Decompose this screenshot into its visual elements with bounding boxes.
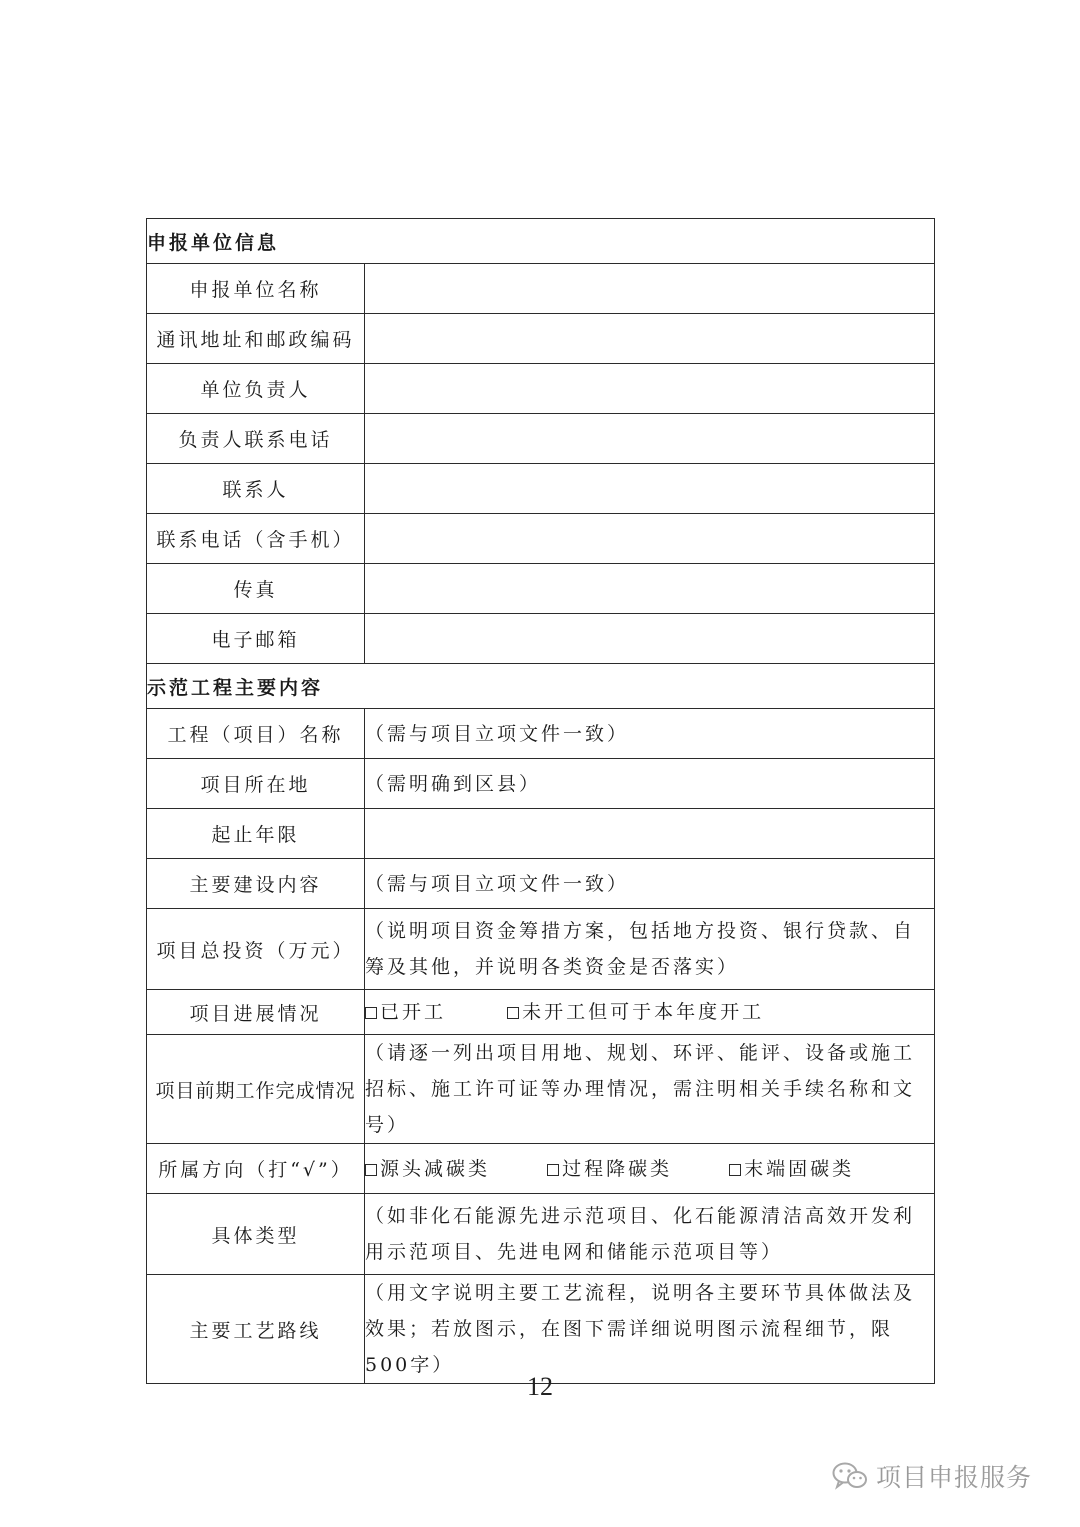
- label-direction: 所属方向（打“√”）: [147, 1144, 365, 1194]
- checkbox-icon[interactable]: [729, 1164, 741, 1176]
- field-address-postcode[interactable]: [365, 314, 935, 364]
- label-head-phone: 负责人联系电话: [147, 414, 365, 464]
- checkbox-icon[interactable]: [365, 1007, 377, 1019]
- table-row: [147, 1035, 935, 1144]
- field-preliminary-work[interactable]: （请逐一列出项目用地、规划、环评、能评、设备或施工招标、施工许可证等办理情况，需注明相关手续名称和文号）: [365, 1035, 935, 1144]
- field-unit-head[interactable]: [365, 364, 935, 414]
- table-row: [147, 1194, 935, 1275]
- table-row: [147, 709, 935, 759]
- page-number: 12: [527, 1372, 553, 1401]
- table-row: [147, 314, 935, 364]
- label-period: 起止年限: [147, 809, 365, 859]
- label-process-route: 主要工艺路线: [147, 1275, 365, 1384]
- field-contact-phone[interactable]: [365, 514, 935, 564]
- field-project-location[interactable]: （需明确到区县）: [365, 759, 935, 809]
- table-row: [147, 614, 935, 664]
- table-row: [147, 564, 935, 614]
- wechat-icon: [832, 1461, 868, 1491]
- table-row: [147, 264, 935, 314]
- label-unit-head: 单位负责人: [147, 364, 365, 414]
- label-progress: 项目进展情况: [147, 990, 365, 1035]
- section-header-project: [147, 664, 935, 709]
- field-construction-content[interactable]: （需与项目立项文件一致）: [365, 859, 935, 909]
- table-row: [147, 414, 935, 464]
- label-fax: 传真: [147, 564, 365, 614]
- label-preliminary-work: 项目前期工作完成情况: [147, 1035, 365, 1144]
- label-project-name: 工程（项目）名称: [147, 709, 365, 759]
- table-row: [147, 809, 935, 859]
- table-row: [147, 909, 935, 990]
- field-process-route[interactable]: （用文字说明主要工艺流程，说明各主要环节具体做法及效果；若放图示，在图下需详细说明图示流程细节，限500字）: [365, 1275, 935, 1384]
- table-row: [147, 364, 935, 414]
- option-process-reduction[interactable]: [547, 1151, 672, 1187]
- table-row: [147, 990, 935, 1035]
- watermark-text: 项目申报服务: [876, 1463, 1033, 1492]
- label-contact: 联系人: [147, 464, 365, 514]
- option-label: 未开工但可于本年度开工: [522, 1001, 765, 1023]
- label-email: 电子邮箱: [147, 614, 365, 664]
- application-form-table: [146, 218, 935, 1384]
- label-construction-content: 主要建设内容: [147, 859, 365, 909]
- label-total-investment: 项目总投资（万元）: [147, 909, 365, 990]
- label-address-postcode: 通讯地址和邮政编码: [147, 314, 365, 364]
- section-title-applicant: 申报单位信息: [147, 219, 935, 264]
- option-label: 过程降碳类: [562, 1157, 673, 1180]
- label-contact-phone: 联系电话（含手机）: [147, 514, 365, 564]
- section-header-applicant: [147, 219, 935, 264]
- field-progress: [365, 990, 935, 1035]
- field-direction: [365, 1144, 935, 1194]
- table-row: [147, 1275, 935, 1384]
- option-label: 源头减碳类: [380, 1157, 491, 1180]
- label-specific-type: 具体类型: [147, 1194, 365, 1275]
- option-label: 末端固碳类: [744, 1157, 855, 1180]
- field-contact[interactable]: [365, 464, 935, 514]
- watermark: [832, 1458, 1032, 1494]
- section-title-project: 示范工程主要内容: [147, 664, 935, 709]
- checkbox-icon[interactable]: [547, 1164, 559, 1176]
- field-applicant-name[interactable]: [365, 264, 935, 314]
- field-fax[interactable]: [365, 564, 935, 614]
- table-row: [147, 759, 935, 809]
- table-row: [147, 859, 935, 909]
- field-total-investment[interactable]: （说明项目资金筹措方案，包括地方投资、银行贷款、自筹及其他，并说明各类资金是否落实）: [365, 909, 935, 990]
- option-source-reduction[interactable]: [365, 1151, 490, 1187]
- table-row: [147, 514, 935, 564]
- checkbox-icon[interactable]: [507, 1007, 519, 1019]
- option-started[interactable]: [365, 994, 446, 1030]
- table-row: [147, 1144, 935, 1194]
- option-not-started[interactable]: [507, 994, 764, 1030]
- field-head-phone[interactable]: [365, 414, 935, 464]
- field-email[interactable]: [365, 614, 935, 664]
- field-project-name[interactable]: （需与项目立项文件一致）: [365, 709, 935, 759]
- option-end-fixation[interactable]: [729, 1151, 854, 1187]
- table-row: [147, 464, 935, 514]
- checkbox-icon[interactable]: [365, 1164, 377, 1176]
- field-period[interactable]: [365, 809, 935, 859]
- label-applicant-name: 申报单位名称: [147, 264, 365, 314]
- option-label: 已开工: [380, 1001, 447, 1023]
- field-specific-type[interactable]: （如非化石能源先进示范项目、化石能源清洁高效开发利用示范项目、先进电网和储能示范项目等）: [365, 1194, 935, 1275]
- label-project-location: 项目所在地: [147, 759, 365, 809]
